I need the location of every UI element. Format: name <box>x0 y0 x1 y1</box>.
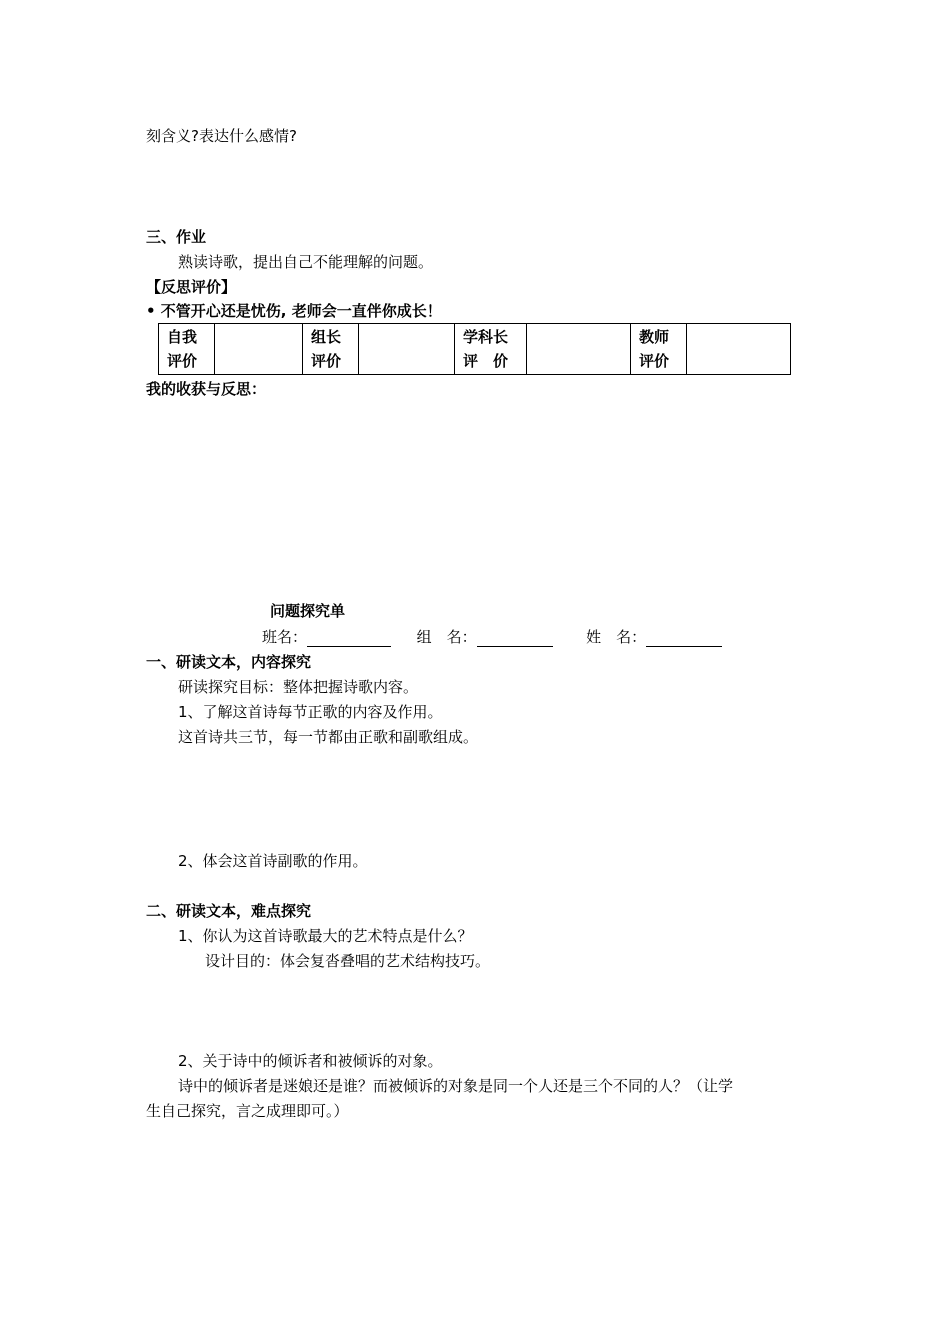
section1-question1: 1、了解这首诗每节正歌的内容及作用。 <box>178 703 443 721</box>
teacher-eval-cell[interactable] <box>687 324 791 375</box>
section1-question2: 2、体会这首诗副歌的作用。 <box>178 852 368 870</box>
homework-heading: 三、作业 <box>146 228 207 246</box>
worksheet-title: 问题探究单 <box>270 602 346 620</box>
name-label: 姓 名： <box>586 628 647 646</box>
section1-goal: 研读探究目标：整体把握诗歌内容。 <box>178 678 419 696</box>
teacher-eval-label: 教师 评价 <box>631 324 687 375</box>
section2-heading: 二、研读文本，难点探究 <box>146 902 312 920</box>
section2-question1: 1、你认为这首诗歌最大的艺术特点是什么？ <box>178 927 473 945</box>
student-info-line <box>262 627 722 647</box>
section1-heading: 一、研读文本，内容探究 <box>146 653 312 671</box>
gains-reflection-label: 我的收获与反思： <box>146 380 267 398</box>
section2-question2: 2、关于诗中的倾诉者和被倾诉的对象。 <box>178 1052 443 1070</box>
subject-leader-eval-label: 学科长 评 价 <box>455 324 527 375</box>
leader-eval-label: 组长 评价 <box>303 324 359 375</box>
class-blank[interactable] <box>307 630 391 647</box>
group-label: 组 名： <box>416 628 477 646</box>
self-eval-cell[interactable] <box>215 324 303 375</box>
reflection-heading: 【反思评价】 <box>146 278 237 296</box>
name-blank[interactable] <box>646 630 722 647</box>
group-blank[interactable] <box>477 630 553 647</box>
evaluation-row <box>159 324 791 375</box>
self-eval-label: 自我 评价 <box>159 324 215 375</box>
class-label: 班名： <box>262 628 308 646</box>
reflection-motto: • 不管开心还是忧伤, 老师会一直伴你成长！ <box>146 302 442 320</box>
homework-task: 熟读诗歌，提出自己不能理解的问题。 <box>178 253 434 271</box>
section2-question2-note-line2: 生自己探究，言之成理即可。） <box>146 1102 349 1120</box>
continued-question-text: 刻含义?表达什么感情? <box>146 127 297 145</box>
section2-question1-note: 设计目的：体会复沓叠唱的艺术结构技巧。 <box>205 952 491 970</box>
section2-question2-note-line1: 诗中的倾诉者是迷娘还是谁？而被倾诉的对象是同一个人还是三个不同的人？（让学 <box>178 1077 734 1095</box>
leader-eval-cell[interactable] <box>359 324 455 375</box>
subject-leader-eval-cell[interactable] <box>527 324 631 375</box>
evaluation-table <box>158 323 791 375</box>
section1-question1-note: 这首诗共三节，每一节都由正歌和副歌组成。 <box>178 728 479 746</box>
